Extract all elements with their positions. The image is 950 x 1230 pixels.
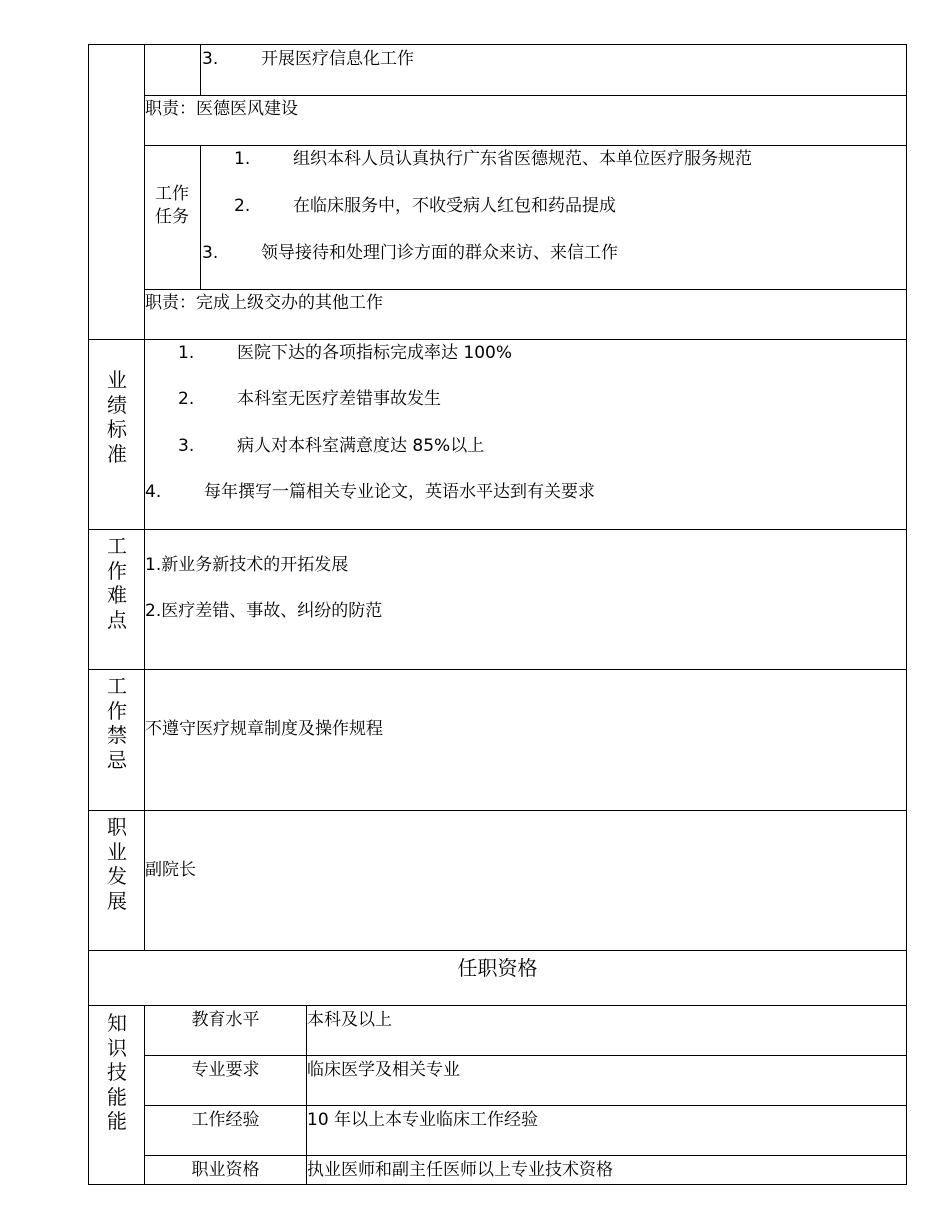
tasks-divider bbox=[200, 145, 201, 290]
ethics-duty-title: 职责：医德医风建设 bbox=[145, 99, 298, 119]
item3-divider bbox=[200, 44, 201, 96]
qual-value: 执业医师和副主任医师以上专业技术资格 bbox=[307, 1160, 613, 1180]
qual-value: 临床医学及相关专业 bbox=[307, 1060, 460, 1080]
section-line bbox=[88, 669, 907, 670]
other-duty-title: 职责：完成上级交办的其他工作 bbox=[145, 293, 383, 313]
qualifications-title: 任职资格 bbox=[457, 956, 538, 980]
row-line bbox=[144, 289, 907, 290]
qual-value: 本科及以上 bbox=[307, 1010, 392, 1030]
row-line bbox=[144, 95, 907, 96]
qual-row-line bbox=[144, 1055, 907, 1056]
task-item: 3. 领导接待和处理门诊方面的群众来访、来信工作 bbox=[202, 243, 618, 263]
qual-row-line bbox=[144, 1155, 907, 1156]
difficulty-item: 1.新业务新技术的开拓发展 bbox=[145, 555, 349, 575]
task-item: 1. 组织本科人员认真执行广东省医德规范、本单位医疗服务规范 bbox=[234, 149, 752, 169]
knowledge-skills-label: 知 识 技 能 能 bbox=[107, 1011, 127, 1133]
task-item: 2. 在临床服务中，不收受病人红包和药品提成 bbox=[234, 196, 616, 216]
performance-item: 4. 每年撰写一篇相关专业论文，英语水平达到有关要求 bbox=[145, 482, 595, 502]
qual-key-divider bbox=[306, 1005, 307, 1185]
qual-key: 职业资格 bbox=[191, 1160, 260, 1180]
taboo-text: 不遵守医疗规章制度及操作规程 bbox=[145, 719, 383, 739]
qual-row-line bbox=[144, 1105, 907, 1106]
career-label: 职 业 发 展 bbox=[107, 815, 127, 913]
section-line bbox=[88, 339, 907, 340]
row-line bbox=[144, 145, 907, 146]
table-right-border bbox=[906, 44, 907, 1185]
section-line bbox=[88, 529, 907, 530]
taboos-label: 工 作 禁 忌 bbox=[107, 674, 127, 772]
qual-value: 10 年以上本专业临床工作经验 bbox=[307, 1110, 539, 1130]
section-line bbox=[88, 810, 907, 811]
difficulties-label: 工 作 难 点 bbox=[107, 534, 127, 632]
section-line bbox=[88, 1005, 907, 1006]
section-line bbox=[88, 950, 907, 951]
performance-label: 业 绩 标 准 bbox=[107, 368, 127, 466]
qual-key: 专业要求 bbox=[191, 1060, 260, 1080]
table-top-border bbox=[88, 44, 907, 45]
duty-item-3: 3. 开展医疗信息化工作 bbox=[202, 49, 414, 69]
tasks-label: 工作 任务 bbox=[155, 184, 189, 227]
qual-key: 教育水平 bbox=[191, 1010, 260, 1030]
performance-item: 3. 病人对本科室满意度达 85%以上 bbox=[178, 436, 485, 456]
qual-key: 工作经验 bbox=[191, 1110, 260, 1130]
performance-item: 1. 医院下达的各项指标完成率达 100% bbox=[178, 343, 513, 363]
performance-item: 2. 本科室无医疗差错事故发生 bbox=[178, 389, 441, 409]
table-bottom-border bbox=[88, 1184, 907, 1185]
difficulty-item: 2.医疗差错、事故、纠纷的防范 bbox=[145, 601, 383, 621]
career-text: 副院长 bbox=[145, 860, 196, 880]
